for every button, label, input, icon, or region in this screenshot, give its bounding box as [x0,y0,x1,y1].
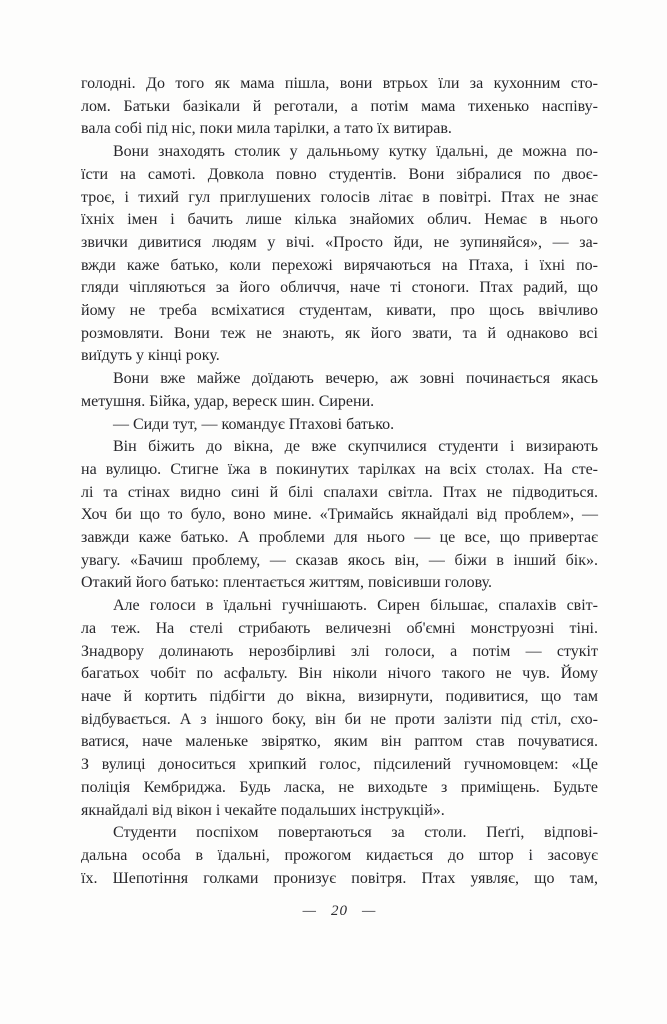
page-footer [81,903,598,920]
text-line: увагу. «Бачиш проблему, — сказав якось він, — біжи в інший бік». [81,551,598,569]
text-line: ла теж. На стелі стрибають величезні об'ємні монструозні тіні. [81,619,598,637]
text-line: лі та стінах видно сині й білі спалахи світла. Птах не підводиться. [81,483,598,501]
text-line: звички дивитися людям у вічі. «Просто йди, не зупиняйся», — за- [81,233,598,251]
text-line: З вулиці доноситься хрипкий голос, підсилений гучномовцем: «Це [81,756,598,774]
text-line: Вони знаходять столик у дальньому кутку їдальні, де можна по- [113,143,598,161]
text-line: їсти на самоті. Довкола повно студентів. Вони зібралися по двоє- [81,165,598,183]
text-line: троє, і тихий гул приглушених голосів літає в повітрі. Птах не знає [81,188,598,206]
text-line: Хоч би що то було, воно мине. «Тримайсь якнайдалі від проблем», — [81,506,598,524]
text-line: голодні. До того як мама пішла, вони втрьох їли за кухонним сто- [81,75,598,92]
text-line: вжди каже батько, коли перехожі вирячаються на Птаха, і їхні по- [81,256,598,274]
text-line: якнайдалі від вікон і чекайте подальших інструкцій». [81,801,445,819]
text-line: розмовляти. Вони теж не знають, як його звати, та й однаково всі [81,324,598,342]
footer-dash-right: — [362,903,377,919]
text-line: Знадвору долинають нерозбірливі злі голоси, а потім — стукіт [81,642,598,660]
text-line: їхніх імен і бачить лише кілька знайомих облич. Немає в нього [81,211,598,229]
text-line: лом. Батьки базікали й реготали, а потім мама тихенько наспіву- [81,97,598,115]
text-line: — Сиди тут, — командує Птахові батько. [113,415,395,433]
text-line: їх. Шепотіння голками пронизує повітря. Птах уявляє, що там, [81,869,598,887]
text-line: поліція Кембриджа. Будь ласка, не виходьте з приміщень. Будьте [81,778,598,796]
text-line: виїдуть у кінці року. [81,347,220,365]
text-line: Але голоси в їдальні гучнішають. Сирен більшає, спалахів світ- [113,597,598,615]
text-line: ватися, наче маленьке звірятко, яким він раптом став почуватися. [81,733,598,751]
text-line: наче й кортить підбігти до вікна, визирнути, подивитися, що там [81,687,598,705]
text-line: вала собі під ніс, поки мила тарілки, а тато їх витирав. [81,120,452,138]
text-line: відбувається. А з іншого боку, він би не проти залізти під стіл, схо- [81,710,598,728]
text-line: Вони вже майже доїдають вечерю, аж зовні починається якась [113,370,598,388]
text-line: на вулицю. Стигне їжа в покинутих тарілках на всіх столах. На сте- [81,460,598,478]
text-line: завжди каже батько. А проблеми для нього — це все, що привертає [81,529,598,547]
text-line: дальна особа в їдальні, прожогом кидається до штор і засовує [81,846,598,864]
footer-dash-left: — [302,903,317,919]
page-number: 20 [331,903,348,919]
text-line: багатьох чобіт по асфальту. Він ніколи нічого такого не чув. Йому [81,665,598,683]
text-line: метушня. Бійка, удар, вереск шин. Сирени. [81,392,375,410]
text-line: йому не треба всміхатися студентам, кивати, про щось ввічливо [81,302,598,320]
text-line: Отакий його батько: плентається життям, повісивши голову. [81,574,492,592]
body-text [81,73,598,890]
text-line: Студенти поспіхом повертаються за столи. Пеґґі, відпові- [113,824,598,842]
text-line: Він біжить до вікна, де вже скупчилися студенти і визирають [113,438,598,456]
text-line: гляди чіпляються за його обличчя, наче ті стоноги. Птах радий, що [81,279,598,297]
